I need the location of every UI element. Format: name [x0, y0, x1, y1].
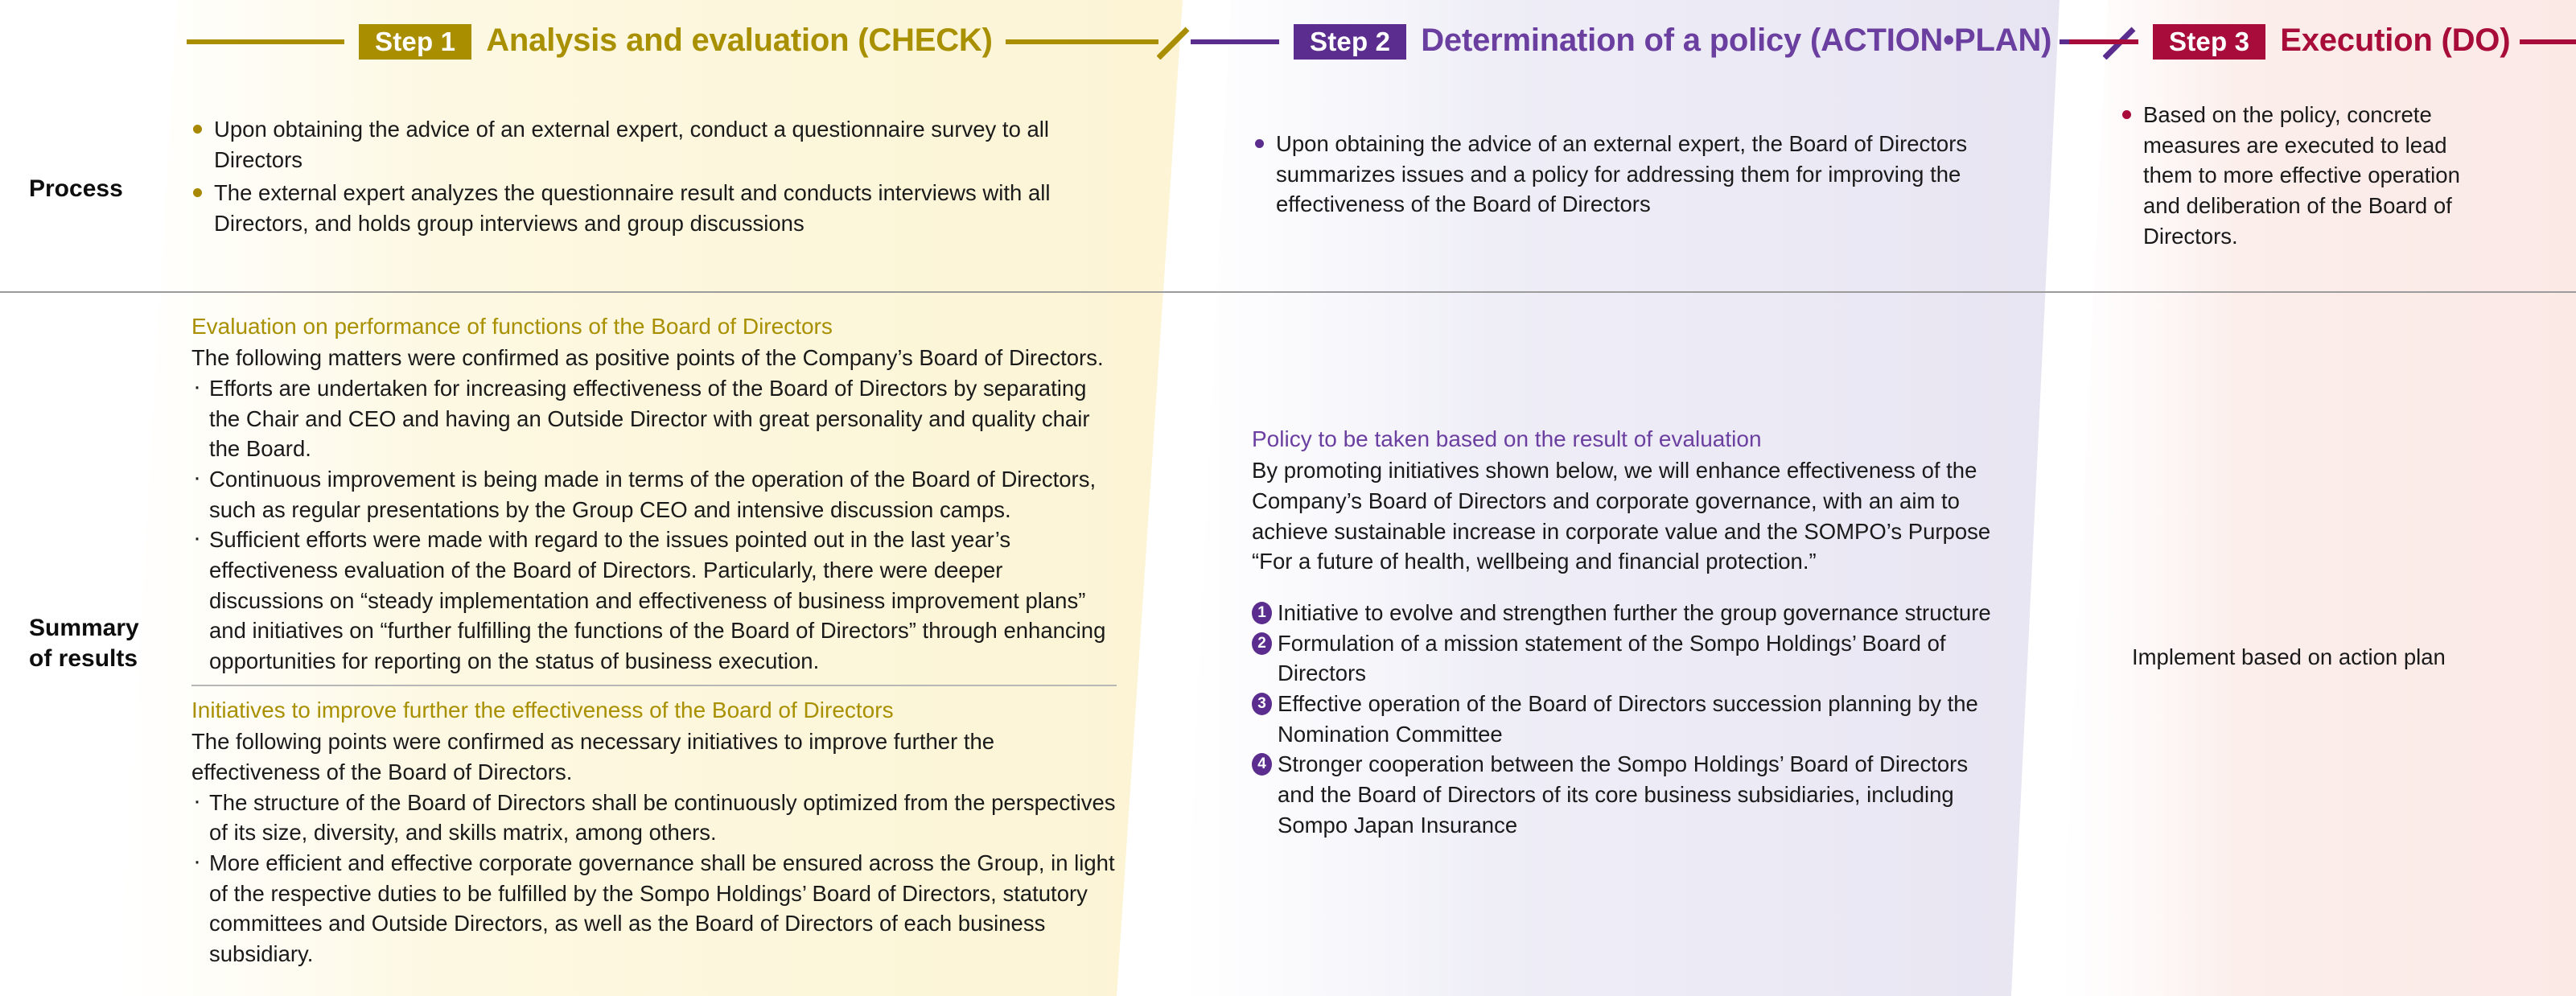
step-3-rule-left: [2069, 39, 2138, 44]
list-item-text: Initiative to evolve and strengthen further the group governance structure: [1278, 600, 1991, 626]
list-item: The external expert analyzes the questionnaire result and conducts interviews with all Directors, and holds group interviews and group discussions: [187, 178, 1088, 238]
row-divider: [0, 291, 2576, 293]
list-item-text: Formulation of a mission statement of the Sompo Holdings’ Board of Directors: [1278, 630, 1946, 686]
process-column-step3: [2116, 100, 2483, 254]
list-item-text: Stronger cooperation between the Sompo Holdings’ Board of Directors and the Board of Directors of its core business subsidiaries, including Sompo Japan Insurance: [1278, 751, 1969, 838]
list-item: · More efficient and effective corporate governance shall be ensured across the Group, in light of the respective duties to be fulfilled by the Sompo Holdings’ Board of Directors, statutory committees and Outside Directors, as well as the Board of Directors of each business subsidiary.: [191, 848, 1117, 969]
summary-column-step2: [1252, 425, 2000, 840]
row-label-process: Process: [29, 175, 123, 202]
summary-step1-block1: [191, 312, 1117, 677]
list-item: · Continuous improvement is being made in terms of the operation of the Board of Directors, such as regular presentations by the Group CEO and intensive discussion camps.: [191, 464, 1117, 525]
row-label-summary: [29, 613, 139, 675]
section-intro: By promoting initiatives shown below, we will enhance effectiveness of the Company’s Board of Directors and corporate governance, with an aim to achieve sustainable increase in corporate value and the SOMPO’s Purpose “For a future of health, wellbeing and financial protection.”: [1252, 458, 1991, 574]
step-3-rule-right: [2520, 39, 2576, 44]
number-badge-icon: 2: [1252, 632, 1272, 655]
list-item: [1252, 689, 2000, 749]
list-item: [1252, 598, 2000, 628]
list-item: Upon obtaining the advice of an external expert, conduct a questionnaire survey to all Directors: [187, 114, 1088, 175]
list-item: · The structure of the Board of Directors shall be continuously optimized from the perspectives of its size, diversity, and skills matrix, among others.: [191, 788, 1117, 848]
section-heading: Initiatives to improve further the effectiveness of the Board of Directors: [191, 697, 894, 722]
step-header-2: [1191, 21, 2137, 63]
step-header-row: [0, 0, 2576, 97]
list-item-text: Effective operation of the Board of Directors succession planning by the Nomination Committee: [1278, 691, 1978, 747]
step-header-1: [187, 21, 1191, 63]
number-badge-icon: 1: [1252, 602, 1272, 624]
list-item: [1252, 749, 2000, 840]
section-divider: [191, 685, 1117, 686]
step-1-rule-left: [187, 39, 344, 44]
list-item: · Sufficient efforts were made with regard to the issues pointed out in the last year’s effectiveness evaluation of the Board of Directors. Particularly, there were deeper discussions on “steady implementation and effectiveness of business improvement plans” and initiatives on “further fulfilling the functions of the Board of Directors” through enhancing opportunities for reporting on the status of business execution.: [191, 525, 1117, 676]
summary-step3-note: Implement based on action plan: [2132, 644, 2446, 669]
summary-column-step1: [191, 312, 1117, 969]
step-2-rule-left: [1191, 39, 1279, 44]
summary-column-step3: [2132, 642, 2550, 673]
step-2-chip: Step 2: [1294, 24, 1406, 60]
process-step2-bullets: [1249, 129, 1989, 220]
step-3-chip: Step 3: [2153, 24, 2265, 60]
number-badge-icon: 3: [1252, 693, 1272, 715]
step-1-title: Analysis and evaluation (CHECK): [486, 23, 993, 58]
step-2-title: Determination of a policy (ACTION•PLAN): [1421, 23, 2052, 58]
summary-step1-block2-items: [191, 788, 1117, 969]
list-item: [1252, 628, 2000, 689]
step-3-title: Execution (DO): [2280, 23, 2511, 58]
process-step1-bullets: [187, 114, 1088, 239]
list-item: · Efforts are undertaken for increasing effectiveness of the Board of Directors by separating the Chair and CEO and having an Outside Director with great personality and quality chair the Board.: [191, 373, 1117, 464]
step-1-chip: Step 1: [359, 24, 471, 60]
row-label-summary-line1: Summary: [29, 615, 139, 641]
step-3-arrow: [2510, 24, 2576, 60]
section-heading: Evaluation on performance of functions of the Board of Directors: [191, 314, 833, 339]
process-column-step1: [187, 114, 1088, 242]
step-header-3: [2069, 21, 2576, 63]
list-item: Upon obtaining the advice of an external expert, the Board of Directors summarizes issues and a policy for addressing them for improving the effectiveness of the Board of Directors: [1249, 129, 1989, 220]
arrow-head-icon: [1157, 24, 1191, 60]
step-1-rule-right: [1006, 39, 1158, 44]
section-intro: The following matters were confirmed as positive points of the Company’s Board of Directors.: [191, 345, 1104, 371]
summary-step1-block1-items: [191, 373, 1117, 677]
process-column-step2: [1249, 129, 1989, 223]
list-item: Based on the policy, concrete measures are executed to lead them to more effective operation and deliberation of the Board of Directors.: [2116, 100, 2483, 251]
step-1-arrow: [993, 24, 1191, 60]
number-badge-icon: 4: [1252, 753, 1272, 776]
summary-step2-numbered-list: [1252, 598, 2000, 840]
row-label-summary-line2: of results: [29, 645, 138, 673]
section-intro: The following points were confirmed as necessary initiatives to improve further the effectiveness of the Board of Directors.: [191, 729, 995, 784]
summary-step1-block2: [191, 696, 1117, 969]
process-step3-bullets: [2116, 100, 2483, 251]
section-heading: Policy to be taken based on the result of evaluation: [1252, 426, 1762, 451]
